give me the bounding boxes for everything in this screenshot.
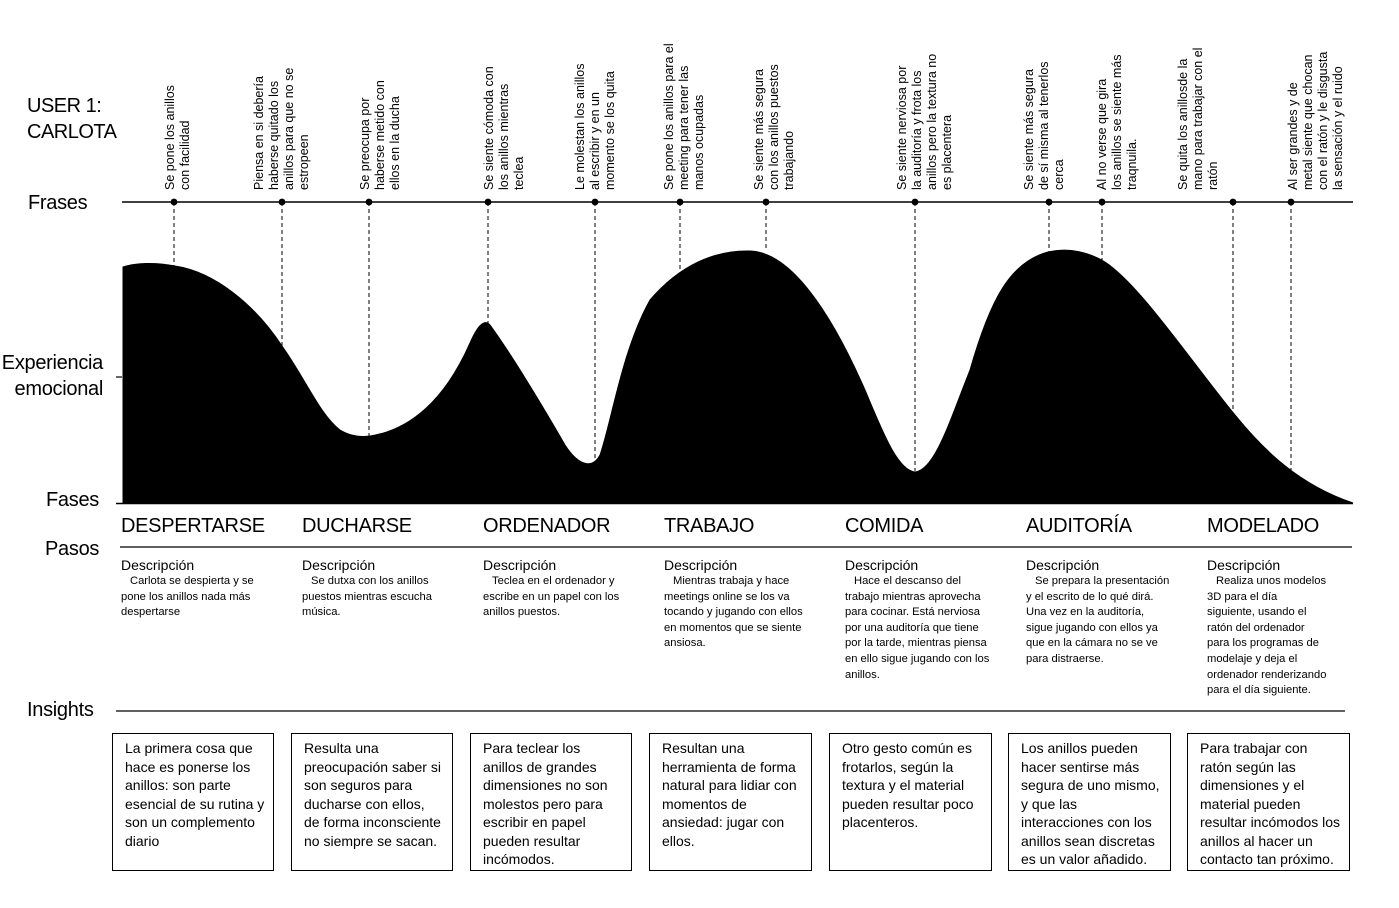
description-title: Descripción [121, 557, 195, 573]
phrase-label [752, 0, 797, 190]
phrase-line: Al ser grandes y de [1286, 82, 1300, 190]
row-label-experiencia: Experiencia emocional [1, 352, 103, 400]
phrase-line: Se siente nerviosa por [895, 65, 909, 190]
phrase-dot [1046, 199, 1053, 206]
description-body: Se prepara la presentación y el escrito de lo qué dirá. Una vez en la auditoría, sigue jugando con ellos ya que en la cámara no se ve para distraerse. [1026, 575, 1170, 665]
phrase-dot [1099, 199, 1106, 206]
phase-title: COMIDA [845, 515, 924, 537]
phrase-line: con facilidad [178, 120, 192, 190]
insight-text: Resultan una herramienta de forma natural para lidiar con momentos de ansiedad: jugar con ellos. [662, 740, 797, 849]
phrase-dot [1230, 199, 1237, 206]
description-title: Descripción [302, 557, 376, 573]
phase-description [1207, 556, 1327, 699]
phase-description [664, 556, 809, 652]
phase-description [1026, 556, 1171, 668]
phrase-line: haberse quitado los [267, 80, 281, 190]
description-body: Mientras trabaja y hace meetings online se los va tocando y jugando con ellos en momentos que se siente ansiosa. [664, 575, 803, 650]
insight-text: Resulta una preocupación saber si son seguros para ducharse con ellos, de forma inconsciente no siempre se sacan. [304, 740, 441, 849]
phrase-label [1286, 0, 1346, 190]
description-title: Descripción [483, 557, 557, 573]
phrase-dot [763, 199, 770, 206]
phrase-line: es placentera [940, 114, 954, 190]
phrase-label [662, 0, 707, 190]
phrase-line: Se siente más segura [752, 69, 766, 190]
phrase-line: cerca [1052, 159, 1066, 190]
phrase-line: ratón [1206, 161, 1220, 190]
insight-text: Para teclear los anillos de grandes dimensiones no son molestos pero para escribir en papel pueden resultar incómodos. [483, 740, 608, 867]
insight-text: Para trabajar con ratón según las dimensiones y el material pueden resultar incómodos los anillos al hacer un contacto tan próximo. [1200, 740, 1341, 867]
phrase-dot [912, 199, 919, 206]
row-label-frases: Frases [28, 192, 88, 214]
description-title: Descripción [664, 557, 738, 573]
phrase-label [1095, 0, 1140, 190]
phrase-dot [677, 199, 684, 206]
phrase-label [358, 0, 403, 190]
user-label: USER 1: [27, 95, 102, 117]
phrase-line: manos ocupadas [692, 94, 706, 190]
phase-description [845, 556, 990, 683]
phrase-line: Se pone los anillos para el [662, 43, 676, 190]
phrase-dot [485, 199, 492, 206]
phase-description [302, 556, 447, 621]
phrase-dot [171, 199, 178, 206]
phrase-line: los anillos se siente más [1110, 54, 1124, 190]
phrase-label [163, 0, 193, 190]
description-title: Descripción [845, 557, 919, 573]
phrase-line: Piensa en si debería [252, 76, 266, 190]
phrase-label [895, 0, 955, 190]
phrase-label [1022, 0, 1067, 190]
phrase-line: anillos pero la textura no [925, 53, 939, 190]
phase-title: TRABAJO [664, 515, 755, 537]
phrase-label [252, 0, 312, 190]
description-title: Descripción [1207, 557, 1281, 573]
phase-title: AUDITORÍA [1026, 515, 1132, 537]
phrase-line: Se siente cómoda con [482, 66, 496, 190]
insight-box [291, 733, 453, 871]
phase-title: MODELADO [1207, 515, 1320, 537]
description-body: Realiza unos modelos 3D para el día siguiente, usando el ratón del ordenador para los programas de modelaje y deja el ordenador renderizando para el día siguiente. [1207, 575, 1327, 697]
description-body: Se dutxa con los anillos puestos mientras escucha música. [302, 575, 432, 619]
phrase-dot [366, 199, 373, 206]
phrase-line: con los anillos puestos [767, 64, 781, 190]
phase-title: DESPERTARSE [121, 515, 265, 537]
insight-box [649, 733, 812, 871]
phrase-label [1176, 0, 1221, 190]
insight-box [1187, 733, 1350, 871]
phrase-line: al escribir y en un [588, 92, 602, 190]
phrase-line: ellos en la ducha [388, 96, 402, 190]
insight-text: Los anillos pueden hacer sentirse más segura de uno mismo, y que las interacciones con los anillos sean discretas es un valor añadido. [1021, 740, 1160, 867]
phrase-line: teclea [512, 156, 526, 190]
phase-title: DUCHARSE [302, 515, 412, 537]
phrase-line: meeting para tener las [677, 65, 691, 190]
phrase-line: la sensación y el ruido [1331, 66, 1345, 190]
phrase-line: metal siente que chocan [1301, 54, 1315, 190]
phrase-line: traqnuila. [1125, 138, 1139, 190]
phrase-line: Se preocupa por [358, 97, 372, 190]
phrase-line: momento se los quita [603, 71, 617, 190]
phrase-line: la auditoría y frota los [910, 70, 924, 190]
row-label-fases: Fases [46, 489, 99, 511]
phrase-line: estropeen [297, 134, 311, 190]
phrase-line: Se pone los anillos [163, 85, 177, 190]
phrase-line: haberse metido con [373, 80, 387, 190]
phase-description [483, 556, 628, 621]
phrase-line: con el ratón y le disgusta [1316, 51, 1330, 190]
row-label-pasos: Pasos [45, 538, 100, 560]
insight-box [1008, 733, 1171, 871]
phrase-label [482, 0, 527, 190]
phrase-line: de sí misma al tenerlos [1037, 61, 1051, 190]
description-body: Carlota se despierta y se pone los anillos nada más despertarse [121, 575, 254, 619]
phrase-line: mano para trabajar con el [1191, 47, 1205, 190]
user-name: CARLOTA [27, 121, 117, 143]
phrase-dot [1288, 199, 1295, 206]
insight-box [470, 733, 632, 871]
description-body: Hace el descanso del trabajo mientras aprovecha para cocinar. Está nerviosa por una auditoría que tiene por la tarde, mientras piensa en ello sigue jugando con los anillos. [845, 575, 990, 681]
description-title: Descripción [1026, 557, 1100, 573]
insight-text: Otro gesto común es frotarlos, según la textura y el material pueden resultar poco placenteros. [842, 740, 974, 830]
phrase-dot [279, 199, 286, 206]
phrase-label [573, 0, 618, 190]
phrase-dot [592, 199, 599, 206]
insight-box [112, 733, 274, 871]
insight-box [829, 733, 992, 871]
phrase-line: trabajando [782, 130, 796, 190]
phrase-line: Se siente más segura [1022, 69, 1036, 190]
emotion-curve [123, 250, 1353, 503]
phrase-line: Se quita los anillosde la [1176, 58, 1190, 190]
description-body: Teclea en el ordenador y escribe en un papel con los anillos puestos. [483, 575, 620, 619]
phrase-line: los anillos mientras [497, 83, 511, 190]
row-label-insights: Insights [27, 699, 94, 721]
phrase-line: Al no verse que gira [1095, 78, 1109, 190]
phrase-line: Le molestan los anillos [573, 63, 587, 190]
phrase-line: anillos para que no se [282, 67, 296, 190]
phase-title: ORDENADOR [483, 515, 611, 537]
insight-text: La primera cosa que hace es ponerse los anillos: son parte esencial de su rutina y son un complemento diario [125, 740, 265, 849]
phase-description [121, 556, 266, 621]
